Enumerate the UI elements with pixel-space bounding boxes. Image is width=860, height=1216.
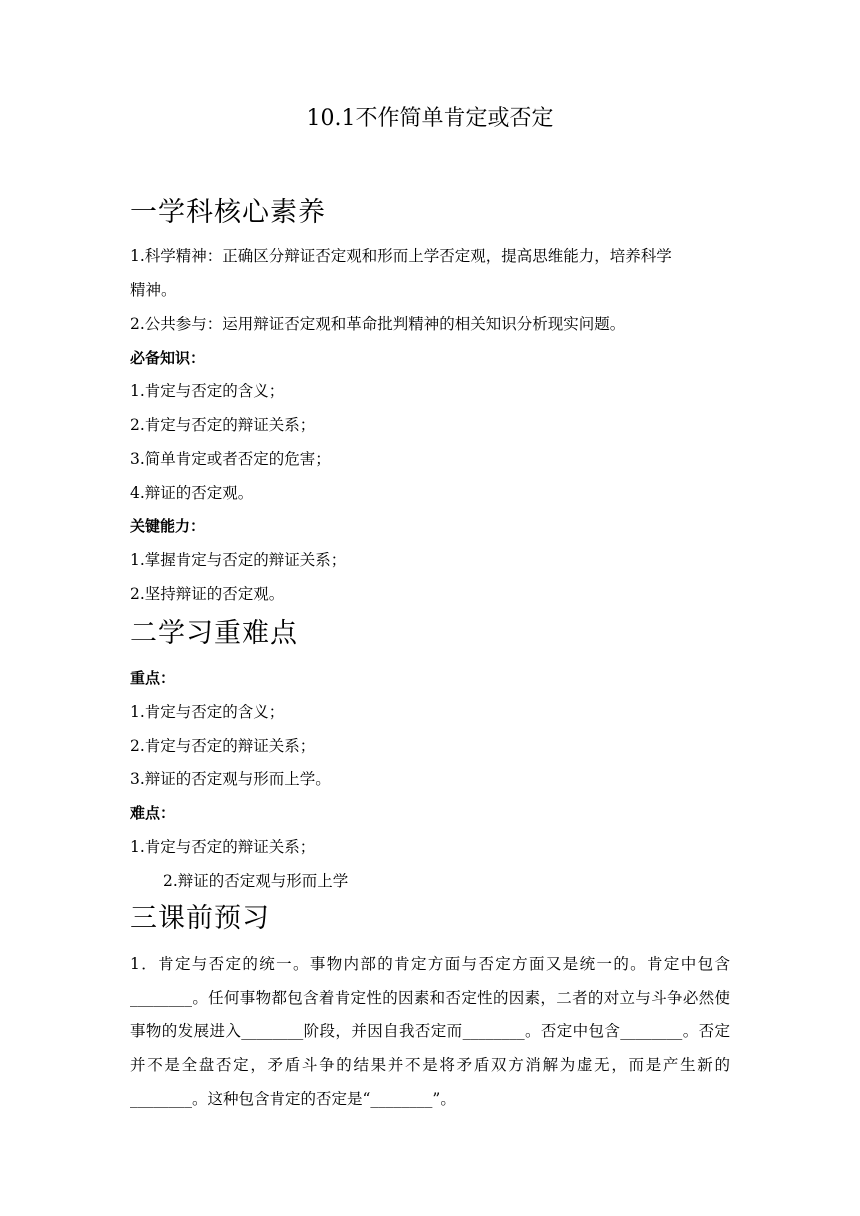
list-item: 3.辩证的否定观与形而上学。 (130, 770, 331, 788)
list-item: 2.肯定与否定的辩证关系； (130, 416, 316, 434)
list-item: 1.肯定与否定的辩证关系； (130, 838, 316, 856)
list-item: 2.肯定与否定的辩证关系； (130, 737, 316, 755)
document-title: 10.1不作简单肯定或否定 (306, 106, 554, 131)
list-item: 1.肯定与否定的含义； (130, 382, 285, 400)
list-item: 1.肯定与否定的含义； (130, 703, 285, 721)
preview-question-1: 1．肯定与否定的统一。事物内部的肯定方面与否定方面又是统一的。肯定中包含________。任何事物都包含着肯定性的因素和否定性的因素，二者的对立与斗争必然使事物的发展进入________阶段，并因自我否定而________。否定中包含________。否定并不是全盘否定，矛盾斗争的结果并不是将矛盾双方消解为虚无，而是产生新的________。这种包含肯定的否定是“________”。 (130, 955, 730, 1108)
label-key-ability: 关键能力： (130, 517, 206, 535)
list-item: 1.掌握肯定与否定的辩证关系； (130, 551, 347, 569)
text-line: 2.公共参与：运用辩证否定观和革命批判精神的相关知识分析现实问题。 (130, 315, 626, 333)
section-heading-core-literacy: 一学科核心素养 (130, 197, 326, 228)
list-item: 2.坚持辩证的否定观。 (130, 585, 285, 603)
label-key-points: 重点： (130, 669, 176, 687)
list-item: 3.简单肯定或者否定的危害； (130, 450, 331, 468)
list-item: 4.辩证的否定观。 (130, 484, 254, 502)
section-heading-key-points: 二学习重难点 (130, 618, 298, 649)
text-line: 精神。 (130, 281, 177, 299)
text-line: 1.科学精神：正确区分辩证否定观和形而上学否定观，提高思维能力，培养科学 (130, 247, 672, 265)
label-required-knowledge: 必备知识： (130, 349, 206, 367)
label-difficulties: 难点： (130, 804, 176, 822)
section-heading-preview: 三课前预习 (130, 903, 270, 934)
list-item: 2.辩证的否定观与形而上学 (163, 872, 349, 890)
